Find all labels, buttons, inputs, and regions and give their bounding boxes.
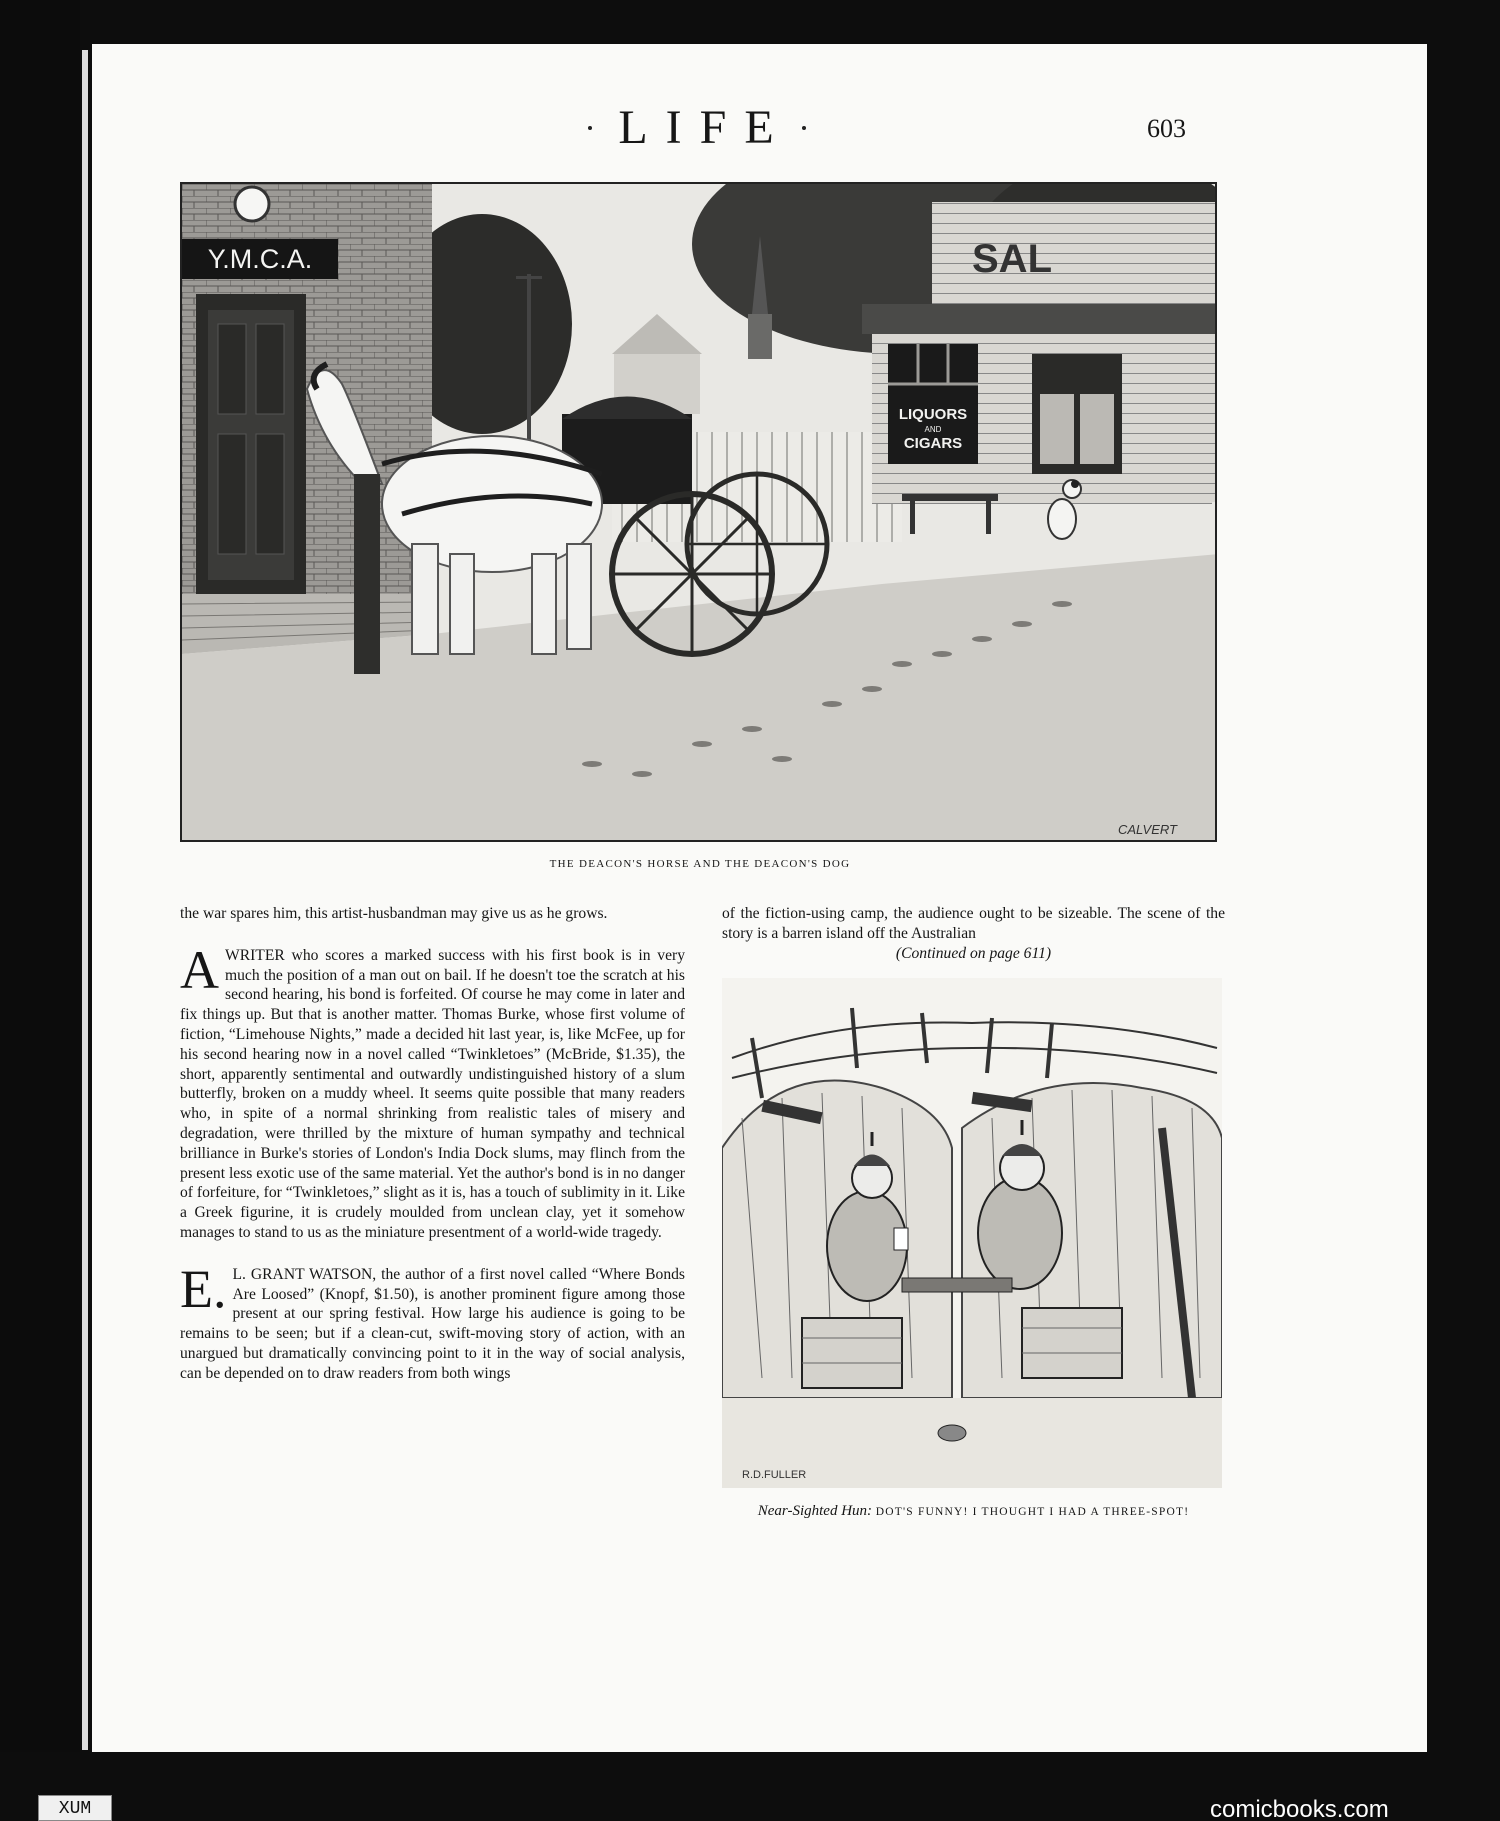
right-text-column: [722, 904, 1225, 963]
top-illustration: [180, 182, 1217, 842]
top-illustration-caption: THE DEACON'S HORSE AND THE DEACON'S DOG: [549, 858, 851, 870]
site-watermark: comicbooks.com: [1210, 1796, 1389, 1821]
intro-paragraph: the war spares him, this artist-husbandman may give us as he grows.: [180, 905, 608, 922]
top-illustration-signature: CALVERT: [1117, 822, 1177, 837]
drop-cap-e: E.: [180, 1258, 227, 1319]
continued-note: (Continued on page 611): [895, 944, 1052, 962]
page-number: 603: [1147, 114, 1186, 143]
and-sign: AND: [924, 425, 942, 434]
cartoon-signature: R.D.FULLER: [742, 1469, 807, 1481]
saloon-sign: SAL: [972, 237, 1052, 281]
right-column-paragraph: of the fiction-using camp, the audience ought to be sizeable. The scene of the story is a barren island off the Australian: [722, 905, 1225, 942]
drop-cap-a: A: [180, 939, 219, 1000]
masthead-title: LIFE: [618, 101, 792, 154]
liquors-sign: LIQUORS: [898, 406, 968, 423]
watson-review-paragraph: [180, 1258, 685, 1384]
page-spine: [82, 50, 88, 1750]
cartoon-caption-speaker: Near-Sighted Hun:: [757, 1503, 873, 1519]
scan-border-left: [0, 0, 80, 1821]
scan-label: XUM: [38, 1795, 112, 1821]
cartoon-caption: [722, 1502, 1225, 1522]
left-text-column: [180, 904, 685, 1384]
burke-review-text: WRITER who scores a marked success with his first book is in very much the position of a man out on bail. If he doesn't toe the scratch at his second hearing, his bond is forfeited. Of course he may come in later and fix things up. But that is another matter. Thomas Burke, whose first volume of fiction, “Limehouse Nights,” made a decided hit last year, is, like McFee, up for his second hearing now in a novel called “Twinkletoes” (McBride, $1.35), the short, apparently sentimental and outwardly undistinguished history of a slum butterfly, broken on a muddy wheel. It seems quite possible that many readers who, in spite of a normal shrinking from realistic tales of misery and degradation, were thrilled by the mixture of human sympathy and technical brilliance in Burke's stories of London's India Dock slums, may flinch from the present less exotic use of the same material. Yet the author's bond is in no danger of forfeiture, for “Twinkletoes,” slight as it is, has a touch of sublimity in it. Like a Greek figurine, it is crudely moulded from unclean clay, yet it somehow manages to stand to us as the miniature presentment of a world-wide tragedy.: [180, 946, 685, 1241]
watson-review-text: L. GRANT WATSON, the author of a first novel called “Where Bonds Are Loosed” (Knopf, $1.50), is another prominent figure among those present at our spring festival. How large his audience is going to be remains to be seen; but if a clean-cut, swift-moving story of action, with an unargued but dramatically convincing point to it in the way of social analysis, can be depended on to draw readers from both wings: [180, 1265, 685, 1382]
ymca-sign: Y.M.C.A.: [207, 244, 313, 274]
cartoon-caption-line: DOT'S FUNNY! I THOUGHT I HAD A THREE-SPOT!: [875, 1506, 1190, 1518]
burke-review-paragraph: [180, 939, 685, 1243]
masthead-dot-right: [802, 126, 806, 130]
bottom-cartoon: [722, 978, 1222, 1488]
cigars-sign: CIGARS: [903, 435, 963, 452]
masthead-dot-left: [588, 126, 592, 130]
